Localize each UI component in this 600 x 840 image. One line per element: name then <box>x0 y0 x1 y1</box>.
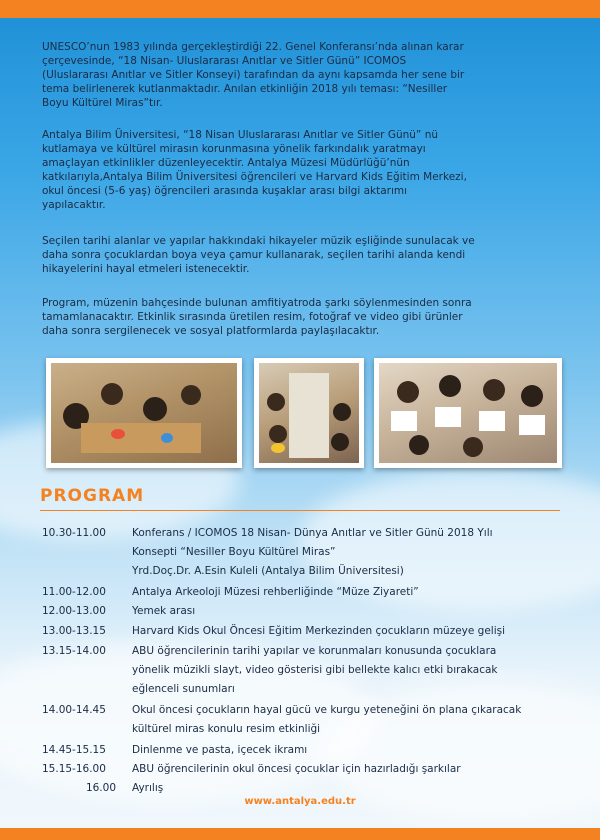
schedule-description: Antalya Arkeoloji Müzesi rehberliğinde “Müze Ziyareti” <box>132 586 419 598</box>
schedule-description: ABU öğrencilerinin tarihi yapılar ve korunmaları konusunda çocuklara yönelik müzikli slayt, video gösterisi gibi bellekte kalıcı etki bırakacak eğlenceli sunumları <box>132 645 498 695</box>
schedule-description: Dinlenme ve pasta, içecek ikramı <box>132 744 308 756</box>
schedule-description: Yemek arası <box>132 605 196 617</box>
university-paragraph: Antalya Bilim Üniversitesi, “18 Nisan Uluslararası Anıtlar ve Sitler Günü” nü kutlamaya ve kültürel mirasın korunmasına yönelik farkındalık yaratmayı amaçlayan etkinlikler düzenleyecektir. Antalya Müzesi Müdürlüğü’nün katkılarıyla,Antalya Bilim Üniversitesi öğrencileri ve Harvard Kids Eğitim Merkezi, okul öncesi (5-6 yaş) öğrencileri arasında kuşaklar arası bilgi aktarımı yapılacaktır. <box>42 129 467 211</box>
schedule-time: 15.15-16.00 <box>42 763 106 775</box>
intro-paragraph: UNESCO’nun 1983 yılında gerçekleştirdiği 22. Genel Konferansı’nda alınan karar çerçevesinde, “18 Nisan- Uluslararası Anıtlar ve Sitler Günü” ICOMOS (Uluslararası Anıtlar ve Sitler Konseyi) tarafından da aynı kapsamda her sene bir tema belirlenerek kutlanmaktadır. Anılan etkinliğin 2018 yılı teması: “Nesiller Boyu Kültürel Miras”tır. <box>42 41 465 109</box>
website-link[interactable]: www.antalya.edu.tr <box>244 796 356 807</box>
program-summary-paragraph: Program, müzenin bahçesinde bulunan amfitiyatroda şarkı söylenmesinden sonra tamamlanacaktır. Etkinlik sırasında üretilen resim, fotoğraf ve video gibi ürünler daha sonra sergilenecek ve sosyal platformlarda paylaşılacaktır. <box>42 297 472 337</box>
schedule-description: Konferans / ICOMOS 18 Nisan- Dünya Anıtlar ve Sitler Günü 2018 Yılı Konsepti “Nesiller Boyu Kültürel Miras” Yrd.Doç.Dr. A.Esin Kuleli (Antalya Bilim Üniversitesi) <box>132 527 493 577</box>
schedule-time: 11.00-12.00 <box>42 586 106 598</box>
schedule-description: ABU öğrencilerinin okul öncesi çocuklar için hazırladığı şarkılar <box>132 763 461 775</box>
schedule-description: Harvard Kids Okul Öncesi Eğitim Merkezinden çocukların müzeye gelişi <box>132 625 506 637</box>
schedule-description: Okul öncesi çocukların hayal gücü ve kurgu yeteneğini ön plana çıkaracak kültürel miras konulu resim etkinliği <box>132 704 522 735</box>
schedule-time: 13.15-14.00 <box>42 645 106 657</box>
schedule-time: 14.45-15.15 <box>42 744 106 756</box>
stories-paragraph: Seçilen tarihi alanlar ve yapılar hakkındaki hikayeler müzik eşliğinde sunulacak ve daha sonra çocuklardan boya veya çamur kullanarak, seçilen tarihi alanda kendi hikayelerini hayal etmeleri istenecektir. <box>42 235 475 275</box>
schedule-time: 12.00-13.00 <box>42 605 106 617</box>
schedule-time: 10.30-11.00 <box>42 527 106 539</box>
bottom-accent-bar <box>0 828 600 840</box>
schedule-time: 16.00 <box>85 782 116 794</box>
program-heading-rule <box>40 510 560 511</box>
schedule-description: Ayrılış <box>132 782 164 794</box>
photo-children-drawings <box>374 358 562 468</box>
program-heading: PROGRAM <box>40 486 145 506</box>
top-accent-bar <box>0 0 600 18</box>
schedule-time: 13.00-13.15 <box>42 625 106 637</box>
photo-children-classroom <box>46 358 242 468</box>
photo-children-table <box>254 358 364 468</box>
schedule-time: 14.00-14.45 <box>42 704 106 716</box>
